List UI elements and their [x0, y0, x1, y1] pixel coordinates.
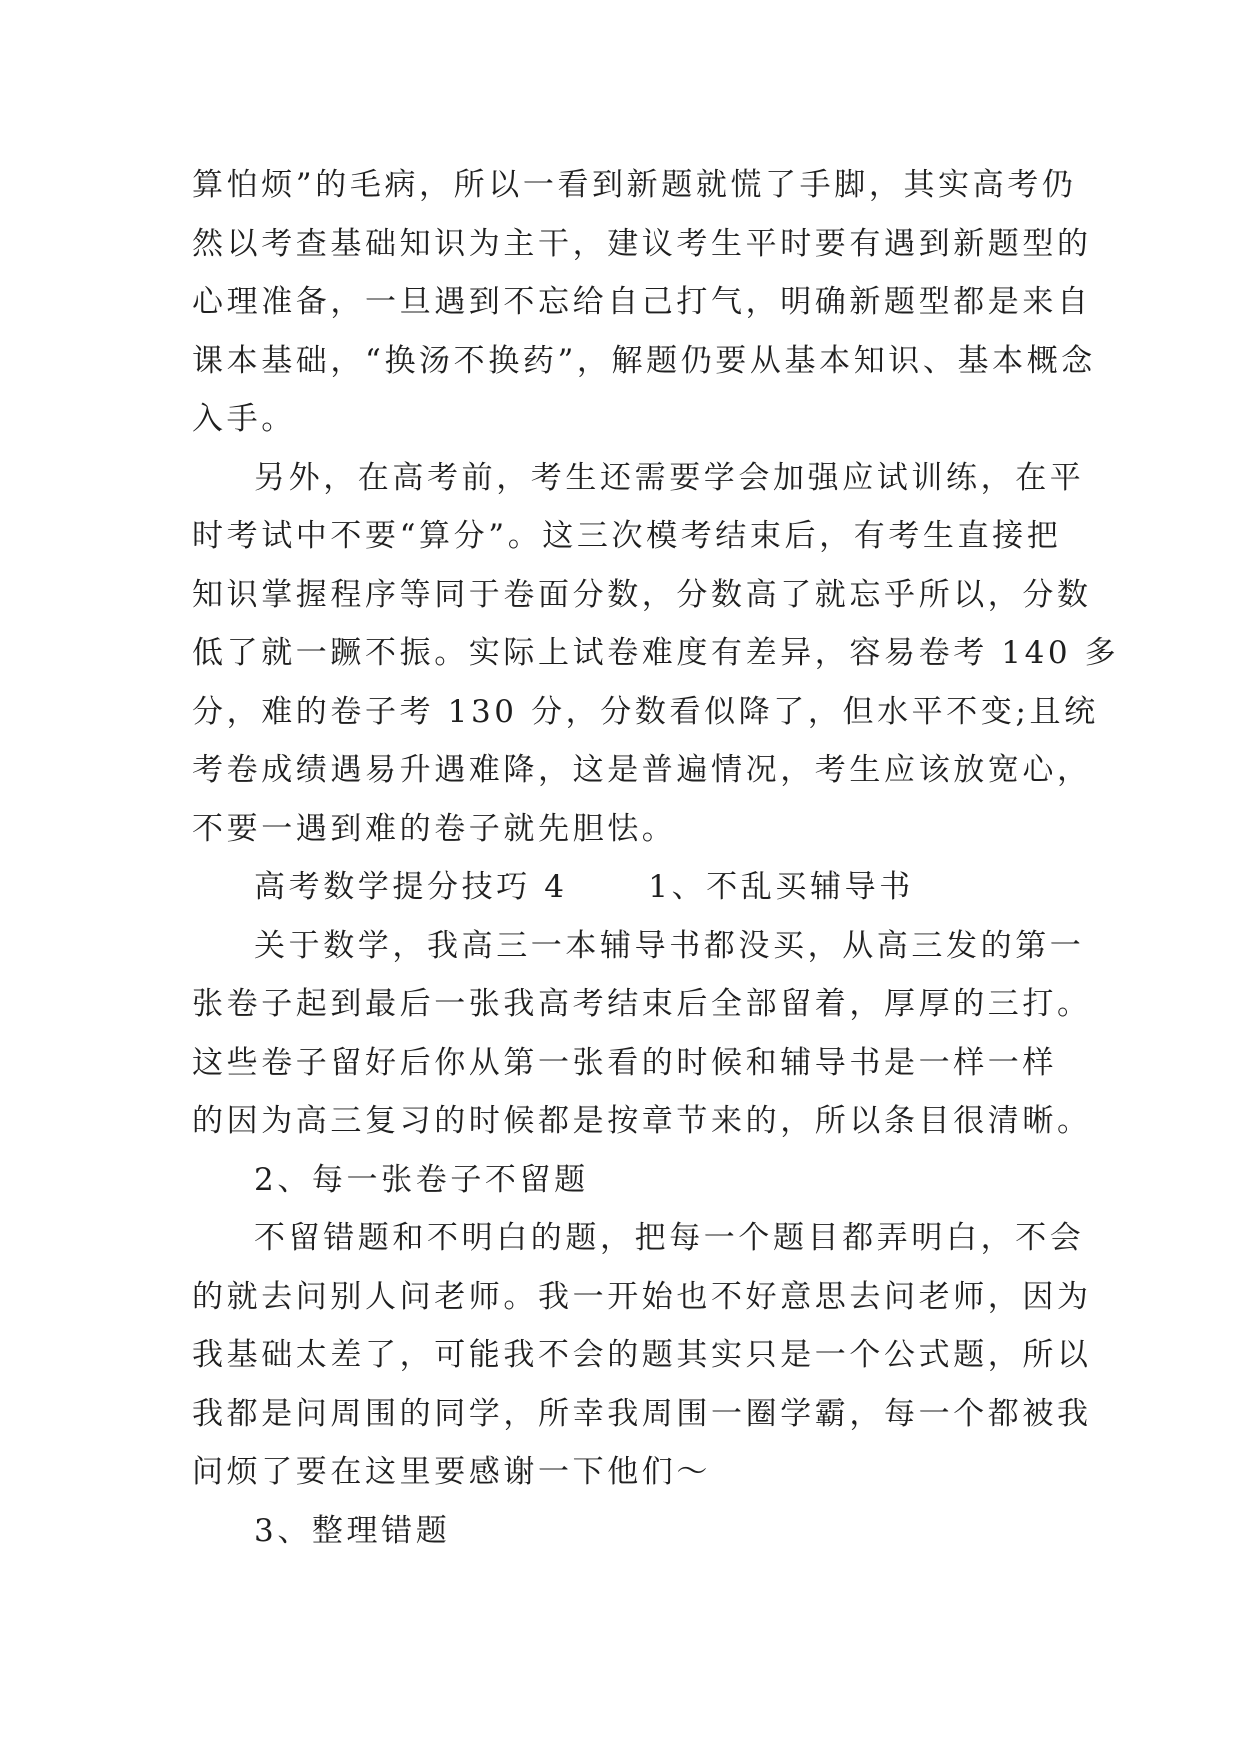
- subheading: 3、整理错题: [254, 1512, 451, 1549]
- text-line: 我都是问周围的同学，所幸我周围一圈学霸，每一个都被我: [192, 1395, 1092, 1432]
- text-line: 的就去问别人问老师。我一开始也不好意思去问老师，因为: [192, 1278, 1092, 1315]
- body-text: [192, 156, 1120, 1560]
- subheading: 2、每一张卷子不留题: [254, 1161, 589, 1198]
- text-line: 低了就一蹶不振。实际上试卷难度有差异，容易卷考 140 多: [192, 635, 1120, 671]
- text-line: 问烦了要在这里要感谢一下他们～: [192, 1454, 711, 1490]
- section-heading: 高考数学提分技巧 4 1、不乱买辅导书: [254, 869, 914, 905]
- paragraph-start-line: 不留错题和不明白的题，把每一个题目都弄明白，不会: [254, 1220, 1085, 1256]
- text-line: 知识掌握程序等同于卷面分数，分数高了就忘乎所以，分数: [192, 576, 1092, 613]
- text-line: 算怕烦”的毛病，所以一看到新题就慌了手脚，其实高考仍: [192, 167, 1077, 203]
- text-line: 张卷子起到最后一张我高考结束后全部留着，厚厚的三打。: [192, 986, 1092, 1022]
- paragraph-start-line: 另外，在高考前，考生还需要学会加强应试训练，在平: [254, 459, 1085, 496]
- text-line: 的因为高三复习的时候都是按章节来的，所以条目很清晰。: [192, 1103, 1092, 1139]
- text-line: 课本基础，“换汤不换药”，解题仍要从基本知识、基本概念: [192, 342, 1096, 379]
- paragraph-start-line: 关于数学，我高三一本辅导书都没买，从高三发的第一: [254, 927, 1085, 964]
- text-line: 分，难的卷子考 130 分，分数看似降了，但水平不变;且统: [192, 693, 1099, 730]
- text-line: 我基础太差了，可能我不会的题其实只是一个公式题，所以: [192, 1337, 1092, 1373]
- text-line: 时考试中不要“算分”。这三次模考结束后，有考生直接把: [192, 518, 1062, 554]
- text-line: 这些卷子留好后你从第一张看的时候和辅导书是一样一样: [192, 1044, 1057, 1081]
- text-line: 不要一遇到难的卷子就先胆怯。: [192, 810, 677, 847]
- text-line: 考卷成绩遇易升遇难降，这是普遍情况，考生应该放宽心，: [192, 752, 1092, 788]
- text-line: 然以考查基础知识为主干，建议考生平时要有遇到新题型的: [192, 225, 1092, 262]
- text-line: 心理准备，一旦遇到不忘给自己打气，明确新题型都是来自: [192, 284, 1092, 320]
- text-line: 入手。: [192, 401, 296, 437]
